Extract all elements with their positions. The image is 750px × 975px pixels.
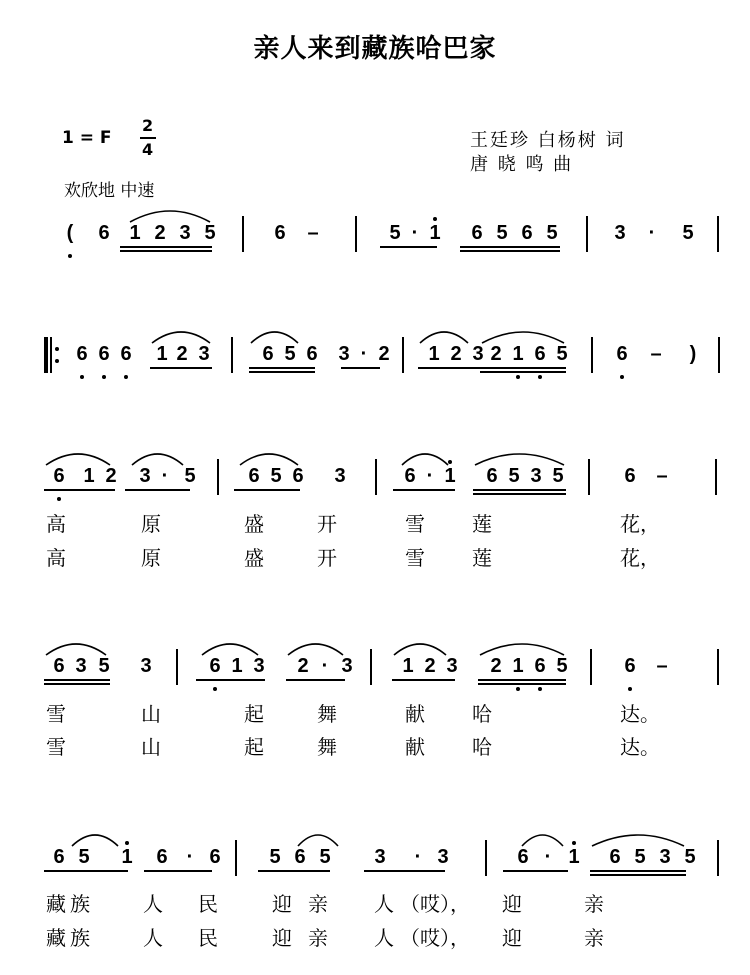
note: 6 — [292, 465, 304, 487]
note: 6 — [98, 222, 110, 244]
note: 3 — [198, 343, 210, 365]
note: 6 — [53, 465, 65, 487]
lyric-syllable: 人 — [143, 926, 163, 950]
note: 5 — [552, 465, 564, 487]
note: · — [648, 222, 656, 244]
lyric-syllable: 盛 — [244, 512, 264, 536]
lyric-syllable: 迎 — [272, 892, 292, 916]
note: 1 — [564, 846, 584, 868]
high-octave-dot — [125, 841, 129, 845]
lyric-syllable: 雪 — [46, 735, 66, 759]
bar-line — [588, 459, 590, 495]
lyric-syllable: 花， — [620, 546, 660, 570]
note: 3 — [472, 343, 484, 365]
beam-line — [590, 870, 686, 872]
lyric-syllable: 开 — [317, 546, 337, 570]
beam-line — [150, 367, 212, 369]
note: 5 — [184, 465, 196, 487]
beam-line — [120, 250, 212, 252]
note: 6 — [76, 343, 88, 365]
lyric-syllable: 亲 — [308, 926, 328, 950]
low-octave-dot — [538, 375, 542, 379]
note: 1 — [402, 655, 414, 677]
lyric-syllable: 族 — [70, 892, 90, 916]
lyric-syllable: 莲 — [472, 546, 492, 570]
note: 6 — [120, 343, 132, 365]
bar-line — [370, 649, 372, 685]
lyric-syllable: 亲 — [584, 892, 604, 916]
note: 3 — [75, 655, 87, 677]
lyric-syllable: （哎）， — [400, 892, 470, 916]
note: 3 — [659, 846, 671, 868]
bar-line — [242, 216, 244, 252]
note: 1 — [425, 222, 445, 244]
note: · — [414, 846, 422, 868]
time-sig-top: 2 — [142, 116, 154, 135]
time-sig-bottom: 4 — [142, 140, 154, 159]
bar-line — [375, 459, 377, 495]
note: 5 — [319, 846, 331, 868]
bar-line — [590, 649, 592, 685]
lyric-syllable: 花， — [620, 512, 660, 536]
note: 6 — [98, 343, 110, 365]
beam-line — [44, 683, 110, 685]
beam-line — [480, 371, 566, 373]
beam-line — [144, 870, 212, 872]
low-octave-dot — [57, 497, 61, 501]
note: 5 — [269, 846, 281, 868]
note: 1 — [231, 655, 243, 677]
low-octave-dot — [68, 254, 72, 258]
beam-line — [364, 870, 445, 872]
lyric-syllable: 人 — [374, 926, 394, 950]
note: · — [360, 343, 368, 365]
note: · — [186, 846, 194, 868]
high-octave-dot — [448, 460, 452, 464]
note: 3 — [374, 846, 386, 868]
bar-line — [717, 840, 719, 876]
bar-line — [586, 216, 588, 252]
note: 3 — [139, 465, 151, 487]
note: 6 — [294, 846, 306, 868]
note: 3 — [253, 655, 265, 677]
note: 6 — [471, 222, 483, 244]
high-octave-dot — [433, 217, 437, 221]
note: 3 — [140, 655, 152, 677]
note: 2 — [450, 343, 462, 365]
bar-line — [235, 840, 237, 876]
note: · — [426, 465, 434, 487]
note: 5 — [508, 465, 520, 487]
lyric-syllable: 亲 — [308, 892, 328, 916]
note: 5 — [682, 222, 694, 244]
beam-line — [473, 493, 566, 495]
lyric-syllable: 人 — [374, 892, 394, 916]
note: 2 — [154, 222, 166, 244]
note: 6 — [616, 343, 628, 365]
note: 1 — [129, 222, 141, 244]
lyric-syllable: 盛 — [244, 546, 264, 570]
composer-credit: 唐 晓 鸣 曲 — [470, 154, 574, 175]
note: · — [161, 465, 169, 487]
note: 1 — [512, 655, 524, 677]
bar-line — [717, 649, 719, 685]
note: 1 — [512, 343, 524, 365]
lyric-syllable: 藏 — [46, 892, 66, 916]
lyric-syllable: 藏 — [46, 926, 66, 950]
lyric-syllable: 原 — [141, 546, 161, 570]
note: 1 — [117, 846, 137, 868]
note: 2 — [490, 655, 502, 677]
note: 3 — [614, 222, 626, 244]
lyric-syllable: 原 — [141, 512, 161, 536]
low-octave-dot — [102, 375, 106, 379]
bar-line — [715, 459, 717, 495]
beam-line — [418, 367, 480, 369]
note: 6 — [274, 222, 286, 244]
bar-line — [402, 337, 404, 373]
time-sig-divider — [140, 137, 156, 139]
beam-line — [44, 489, 115, 491]
note: – — [307, 222, 319, 244]
bar-line — [231, 337, 233, 373]
note: 3 — [530, 465, 542, 487]
beam-line — [590, 874, 686, 876]
lyric-syllable: 高 — [46, 546, 66, 570]
note: 6 — [624, 465, 636, 487]
low-octave-dot — [213, 687, 217, 691]
note: 3 — [341, 655, 353, 677]
lyric-syllable: 迎 — [272, 926, 292, 950]
low-octave-dot — [628, 687, 632, 691]
beam-line — [480, 367, 566, 369]
beam-line — [125, 489, 190, 491]
lyric-syllable: 迎 — [502, 892, 522, 916]
lyric-syllable: 哈 — [472, 702, 492, 726]
note: 1 — [440, 465, 460, 487]
beam-line — [478, 683, 566, 685]
note: 6 — [262, 343, 274, 365]
low-octave-dot — [80, 375, 84, 379]
note: 2 — [378, 343, 390, 365]
beam-line — [478, 679, 566, 681]
low-octave-dot — [516, 687, 520, 691]
note: 3 — [179, 222, 191, 244]
song-title: 亲人来到藏族哈巴家 — [253, 34, 497, 64]
note: 5 — [284, 343, 296, 365]
lyric-syllable: 民 — [198, 926, 218, 950]
lyric-syllable: （哎）， — [400, 926, 470, 950]
beam-line — [393, 489, 455, 491]
note: 5 — [204, 222, 216, 244]
beam-line — [392, 679, 455, 681]
note: – — [656, 655, 668, 677]
beam-line — [503, 870, 568, 872]
beam-line — [249, 371, 315, 373]
note: 5 — [270, 465, 282, 487]
note: – — [650, 343, 662, 365]
beam-line — [258, 870, 330, 872]
beam-line — [196, 679, 265, 681]
low-octave-dot — [538, 687, 542, 691]
note: 6 — [486, 465, 498, 487]
lyric-syllable: 雪 — [405, 546, 425, 570]
lyric-syllable: 高 — [46, 512, 66, 536]
bar-line — [485, 840, 487, 876]
note: 2 — [424, 655, 436, 677]
note: 5 — [98, 655, 110, 677]
lyric-syllable: 迎 — [502, 926, 522, 950]
note: 2 — [297, 655, 309, 677]
note: – — [656, 465, 668, 487]
note: 6 — [534, 655, 546, 677]
beam-line — [234, 489, 300, 491]
note: 3 — [334, 465, 346, 487]
lyric-syllable: 献 — [405, 702, 425, 726]
note: 2 — [490, 343, 502, 365]
note: 5 — [634, 846, 646, 868]
note: 3 — [446, 655, 458, 677]
note: 5 — [556, 343, 568, 365]
lyric-syllable: 莲 — [472, 512, 492, 536]
note: · — [411, 222, 419, 244]
lyric-syllable: 哈 — [472, 735, 492, 759]
bar-line — [217, 459, 219, 495]
beam-line — [44, 870, 128, 872]
note: 2 — [176, 343, 188, 365]
note: 6 — [53, 655, 65, 677]
beam-line — [341, 367, 380, 369]
lyric-syllable: 献 — [405, 735, 425, 759]
beam-line — [460, 250, 560, 252]
note: 6 — [517, 846, 529, 868]
note: 5 — [556, 655, 568, 677]
lyric-syllable: 达。 — [620, 702, 660, 726]
beam-line — [249, 367, 315, 369]
beam-line — [473, 489, 566, 491]
lyric-syllable: 亲 — [584, 926, 604, 950]
note: 6 — [209, 846, 221, 868]
lyric-syllable: 山 — [141, 735, 161, 759]
beam-line — [460, 246, 560, 248]
note: 1 — [83, 465, 95, 487]
lyric-syllable: 起 — [244, 702, 264, 726]
lyric-syllable: 族 — [70, 926, 90, 950]
beam-line — [44, 679, 110, 681]
lyric-syllable: 民 — [198, 892, 218, 916]
low-octave-dot — [620, 375, 624, 379]
note: 3 — [437, 846, 449, 868]
bar-line — [355, 216, 357, 252]
note: ) — [689, 343, 697, 365]
lyricist-credit: 王廷珍 白杨树 词 — [470, 130, 626, 151]
high-octave-dot — [572, 841, 576, 845]
note: 6 — [521, 222, 533, 244]
note: 6 — [53, 846, 65, 868]
lyric-syllable: 雪 — [405, 512, 425, 536]
low-octave-dot — [516, 375, 520, 379]
tempo-marking: 欢欣地 中速 — [64, 181, 155, 201]
note: 5 — [389, 222, 401, 244]
note: 1 — [428, 343, 440, 365]
note: 6 — [248, 465, 260, 487]
note: 3 — [338, 343, 350, 365]
note: · — [544, 846, 552, 868]
lyric-syllable: 山 — [141, 702, 161, 726]
lyric-syllable: 达。 — [620, 735, 660, 759]
note: ( — [66, 222, 74, 244]
note: 1 — [156, 343, 168, 365]
note: 5 — [684, 846, 696, 868]
bar-line — [717, 216, 719, 252]
note: 6 — [534, 343, 546, 365]
note: 6 — [156, 846, 168, 868]
lyric-syllable: 起 — [244, 735, 264, 759]
lyric-syllable: 雪 — [46, 702, 66, 726]
beam-line — [120, 246, 212, 248]
beam-line — [380, 246, 437, 248]
key-signature: 1 = F — [62, 128, 112, 148]
beam-line — [286, 679, 345, 681]
note: 6 — [306, 343, 318, 365]
lyric-syllable: 舞 — [317, 735, 337, 759]
note: 5 — [496, 222, 508, 244]
note: 6 — [609, 846, 621, 868]
note: 6 — [404, 465, 416, 487]
note: 2 — [105, 465, 117, 487]
note: 6 — [209, 655, 221, 677]
note: · — [321, 655, 329, 677]
lyric-syllable: 人 — [143, 892, 163, 916]
lyric-syllable: 舞 — [317, 702, 337, 726]
note: 5 — [546, 222, 558, 244]
bar-line — [718, 337, 720, 373]
lyric-syllable: 开 — [317, 512, 337, 536]
bar-line — [591, 337, 593, 373]
note: 5 — [78, 846, 90, 868]
note: 6 — [624, 655, 636, 677]
low-octave-dot — [124, 375, 128, 379]
bar-line — [176, 649, 178, 685]
